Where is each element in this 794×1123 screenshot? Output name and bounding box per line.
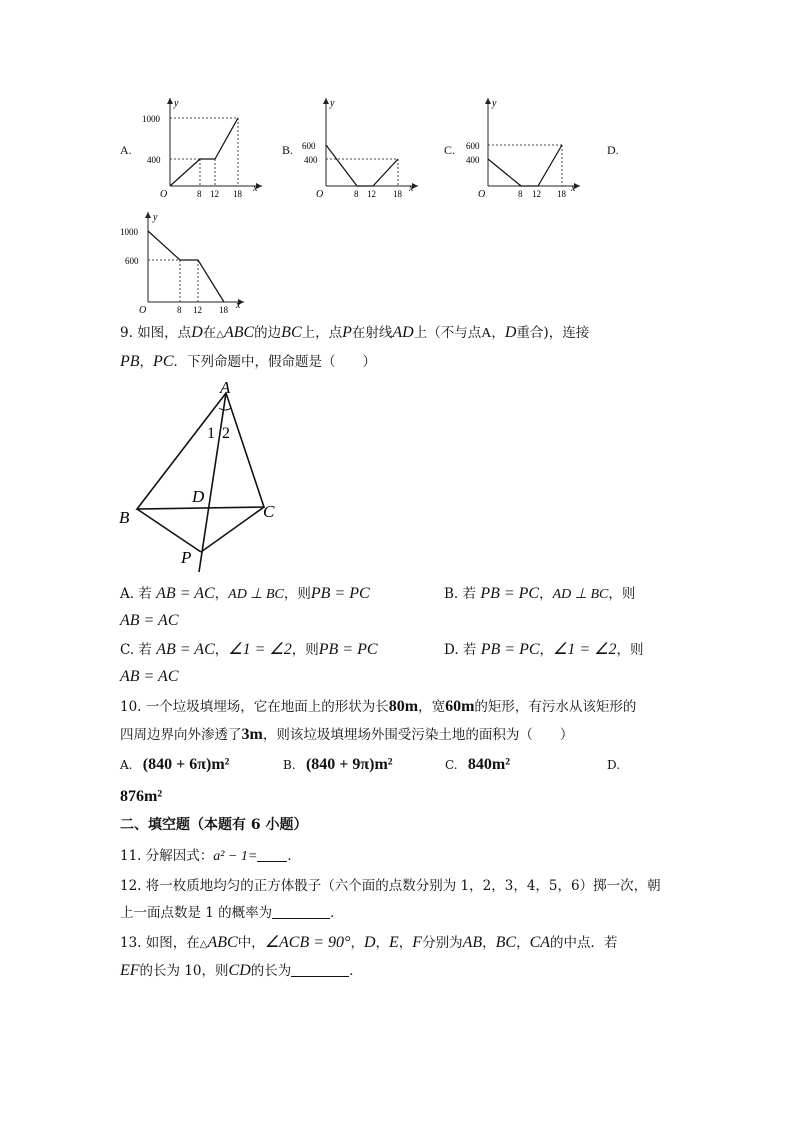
q9-triangle-figure: [115, 376, 290, 576]
answer-blank[interactable]: [291, 962, 349, 977]
q9-option-d: D. 若 PB = PC，∠1 = ∠2，则: [444, 641, 644, 658]
y-tick: 600: [302, 141, 316, 151]
point-P: P: [181, 548, 192, 567]
x-tick: 12: [193, 305, 202, 315]
y-tick: 600: [125, 256, 139, 266]
graph-c: [458, 92, 588, 202]
y-tick: 400: [147, 155, 161, 165]
origin-label: O: [316, 189, 324, 200]
y-tick: 400: [304, 155, 318, 165]
x-axis-label: x: [571, 183, 576, 194]
x-tick: 18: [393, 189, 402, 199]
answer-blank[interactable]: [272, 904, 330, 919]
y-tick: 1000: [120, 227, 138, 237]
answer-blank[interactable]: [257, 847, 287, 862]
origin-label: O: [160, 189, 168, 200]
x-tick: 8: [354, 189, 359, 199]
q10-option-a: A. (840 + 6π)m²: [120, 756, 230, 773]
q11: 11. 分解因式：a² − 1= ．: [120, 848, 301, 864]
q13-line2: EF的长为 10，则CD的长为 ．: [120, 962, 363, 979]
q10-option-c: C. 840m²: [445, 756, 510, 773]
y-tick: 600: [466, 141, 480, 151]
q9-stem-line2: PB，PC．下列命题中，假命题是（ ）: [120, 353, 376, 370]
q10-option-d-value: 876m²: [120, 788, 163, 805]
q10-stem-line2: 四周边界向外渗透了3m，则该垃圾填埋场外围受污染土地的面积为（ ）: [120, 726, 574, 743]
x-axis-label: x: [253, 183, 258, 194]
option-label: D.: [607, 143, 619, 157]
q9-option-d-result: AB = AC: [120, 668, 179, 685]
q13-line1: 13. 如图，在△ABC中，∠ACB = 90°，D，E，F分别为AB，BC，CA的中点．若: [120, 934, 618, 951]
y-axis-label: y: [153, 212, 158, 223]
x-axis-label: x: [236, 300, 241, 311]
option-label: A.: [120, 143, 132, 157]
q10-option-d: D.: [607, 758, 621, 772]
angle-2-label: 2: [222, 425, 230, 442]
angle-1-label: 1: [207, 425, 215, 442]
graph-d: [118, 206, 253, 318]
graph-b: [296, 92, 426, 202]
q9-option-a: A. 若 AB = AC，AD ⊥ BC，则PB = PC: [120, 585, 370, 602]
x-tick: 8: [518, 189, 523, 199]
x-tick: 12: [532, 189, 541, 199]
vertex-A: A: [220, 378, 231, 397]
q9-option-b-result: AB = AC: [120, 612, 179, 629]
x-tick: 18: [557, 189, 566, 199]
q12-line1: 12. 将一枚质地均匀的正方体骰子（六个面的点数分别为 1，2，3，4，5，6）掷一次，朝: [120, 878, 661, 894]
vertex-B: B: [119, 508, 130, 527]
y-tick: 400: [466, 155, 480, 165]
q9-option-c: C. 若 AB = AC，∠1 = ∠2，则PB = PC: [120, 641, 378, 658]
x-tick: 18: [219, 305, 228, 315]
q9-stem-line1: 9. 如图，点D在△ABC的边BC上，点P在射线AD上（不与点A，D重合)，连接: [120, 324, 590, 341]
option-label: B.: [282, 143, 294, 157]
y-tick: 1000: [142, 114, 160, 124]
q10-stem-line1: 10. 一个垃圾填埋场，它在地面上的形状为长80m，宽60m的矩形，有污水从该矩形的: [120, 698, 637, 715]
x-tick: 12: [367, 189, 376, 199]
origin-label: O: [478, 189, 486, 200]
y-axis-label: y: [492, 98, 497, 109]
x-tick: 8: [197, 189, 202, 199]
point-D: D: [192, 487, 205, 506]
y-axis-label: y: [174, 98, 179, 109]
q12-line2: 上一面点数是 1 的概率为 ．: [120, 905, 344, 921]
x-axis-label: x: [409, 183, 414, 194]
q9-option-b: B. 若 PB = PC，AD ⊥ BC，则: [444, 585, 636, 602]
x-tick: 12: [210, 189, 219, 199]
x-tick: 18: [233, 189, 242, 199]
vertex-C: C: [263, 502, 275, 521]
x-tick: 8: [177, 305, 182, 315]
y-axis-label: y: [330, 98, 335, 109]
graph-a: [140, 92, 270, 202]
origin-label: O: [139, 305, 147, 316]
section-title: 二、填空题（本题有 6 小题）: [120, 817, 308, 833]
q10-option-b: B. (840 + 9π)m²: [283, 756, 393, 773]
option-label: C.: [444, 143, 456, 157]
